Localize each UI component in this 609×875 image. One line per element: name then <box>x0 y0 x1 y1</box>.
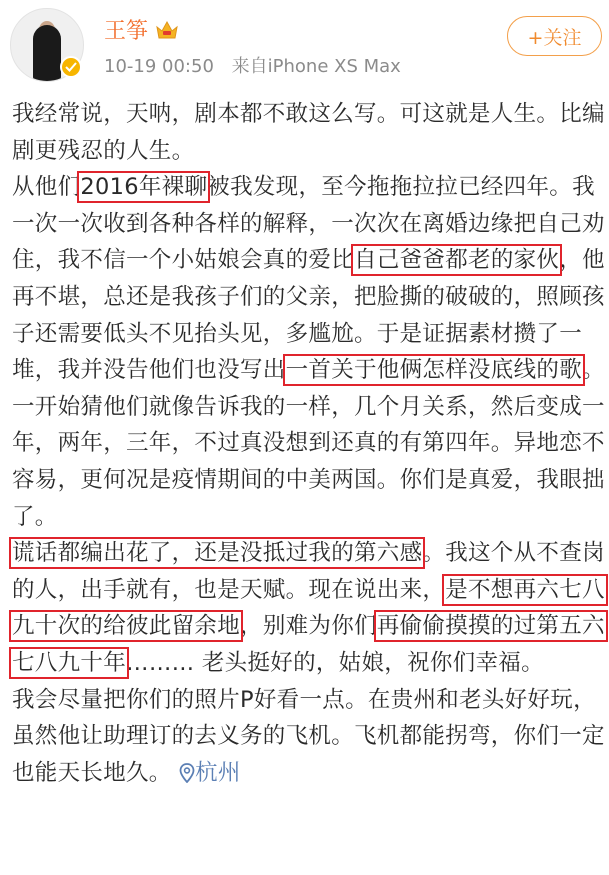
verified-badge-icon <box>60 56 82 78</box>
post-time: 10-19 00:50 <box>104 56 214 77</box>
text-segment: 从他们 <box>12 174 81 201</box>
text-segment: ，他再不堪，总还是我孩子们的父亲，把脸撕的破破的，照顾孩子还需要低头不见抬头见，多尴尬。于是证据素材攒了一堆，我并没告他们也没写出 <box>12 247 605 384</box>
post-source: 来自iPhone XS Max <box>231 56 401 77</box>
follow-button[interactable]: +关注 <box>507 16 602 56</box>
location-pin-icon <box>179 763 195 783</box>
post-header <box>0 0 609 88</box>
text-segment: 。一开始猜他们就像告诉我的一样，几个月关系，然后变成一年，两年，三年，不过真没想到还真的有第四年。异地恋不容易，更何况是疫情期间的中美两国。你们是真爱，我眼拙了。 <box>12 357 605 530</box>
highlight-box: 一首关于他俩怎样没底线的歌 <box>285 357 583 384</box>
highlight-box: 自己爸爸都老的家伙 <box>354 247 560 274</box>
location-link[interactable] <box>179 760 241 786</box>
text-segment: 我会尽量把你们的照片P好看一点。在贵州和老头好好玩，虽然他让助理订的去义务的飞机。飞机都能拐弯，你们一定也能天长地久。 <box>12 686 605 786</box>
avatar-figure <box>33 25 61 81</box>
post-meta <box>104 52 401 78</box>
text-segment: ，别难为你们 <box>240 613 377 640</box>
paragraph-2 <box>12 169 606 535</box>
text-segment: 被我发现，至今拖拖拉拉已经四年。我一次一次收到各种各样的解释，一次次在离婚边缘把自己劝住，我不信一个小姑娘会真的爱比 <box>12 174 605 274</box>
username[interactable] <box>104 14 180 45</box>
highlight-box: 谎话都编出花了，还是没抵过我的第六感 <box>12 540 423 567</box>
highlight-box: 是不想再六七八九十次的给彼此留余地 <box>12 576 605 640</box>
text-segment: ……… 老头挺好的，姑娘，祝你们幸福。 <box>126 649 544 676</box>
highlight-box: 2016年裸聊 <box>80 174 208 201</box>
highlight-box: 再偷偷摸摸的过第五六七八九十年 <box>12 613 605 676</box>
text-segment: 。我这个从不查岗的人，出手就有，也是天赋。现在说出来， <box>12 540 605 603</box>
crown-icon <box>154 19 180 41</box>
post-body <box>12 96 606 791</box>
paragraph-3 <box>12 535 606 681</box>
location-label[interactable]: 杭州 <box>195 759 241 786</box>
paragraph-1: 我经常说，天呐，剧本都不敢这么写。可这就是人生。比编剧更残忍的人生。 <box>12 101 605 164</box>
username-text[interactable]: 王筝 <box>104 19 149 44</box>
paragraph-4 <box>12 682 606 792</box>
